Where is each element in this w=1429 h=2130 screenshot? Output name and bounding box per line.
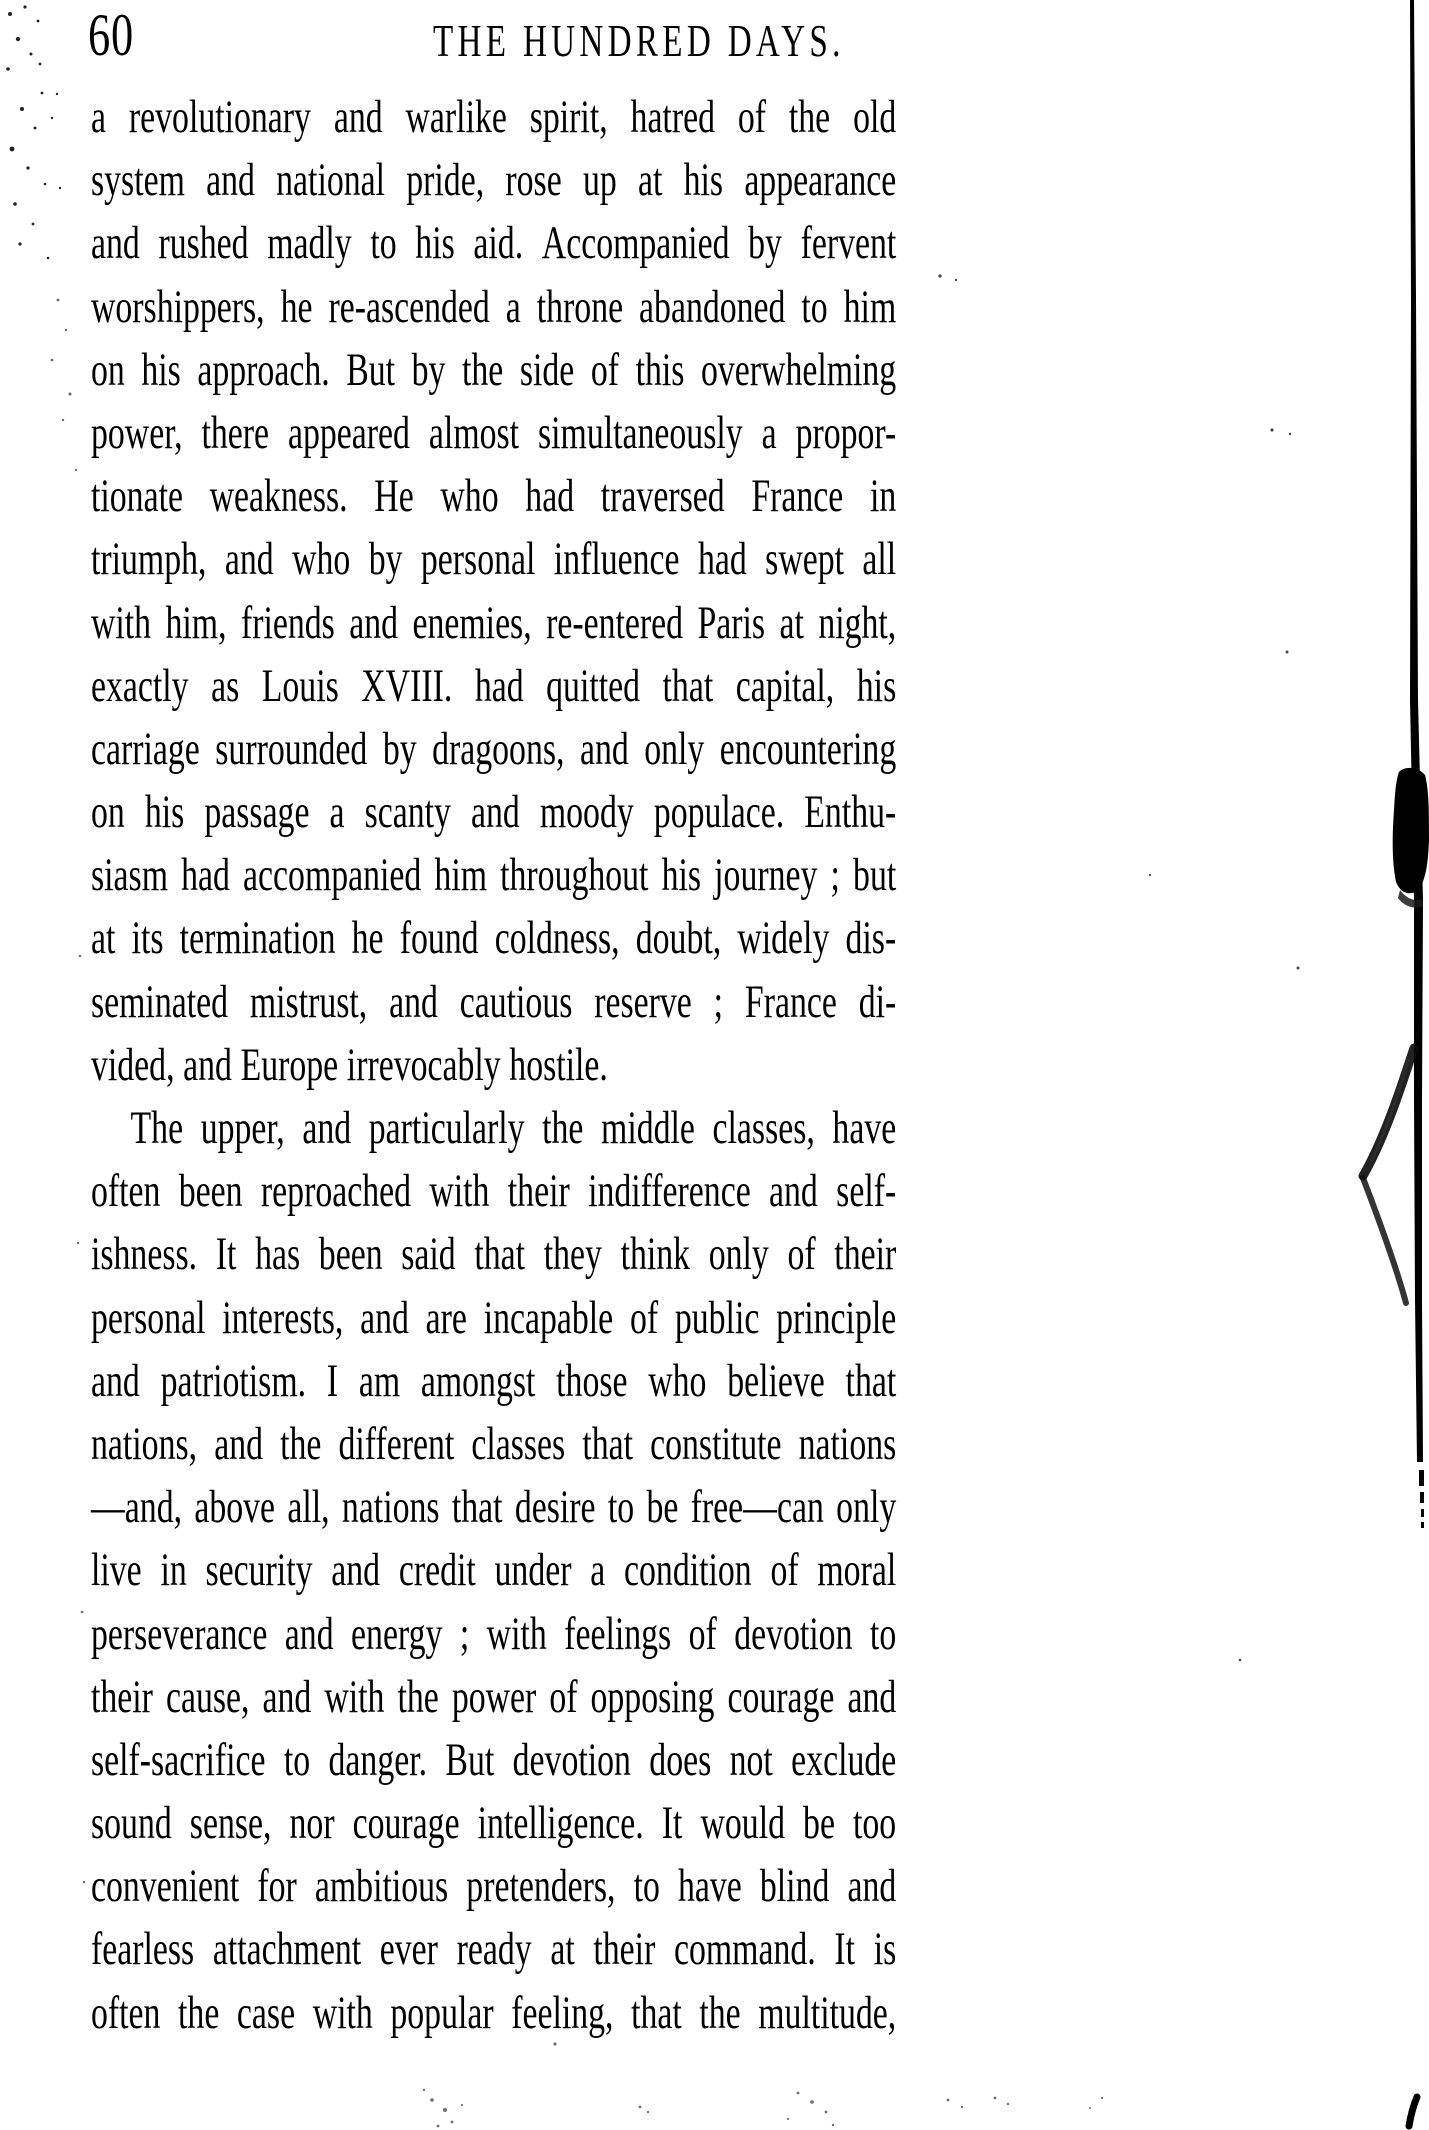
text-line: The upper, and particularly the middle classes, have [130,1102,897,1154]
text-line: siasm had accompanied him throughout his journey ; but [91,849,897,902]
text-line: live in security and credit under a condition of moral [91,1544,897,1597]
text-line: and patriotism. I am amongst those who believe that [91,1354,897,1407]
text-line: their cause, and with the power of opposing courage and [91,1670,897,1723]
text-line: convenient for ambitious pretenders, to have blind and [91,1860,897,1913]
smudge-streak [1363,1178,1406,1303]
speckles-bottom [423,2042,1103,2127]
binding-line-dash [1421,1522,1424,1528]
binding-line-dash [1420,1492,1424,1503]
ink-blob [1393,768,1429,893]
binding-line [1410,0,1423,1462]
text-line: nations, and the different classes that constitute nations [91,1417,897,1470]
text-line: tionate weakness. He who had traversed France in [91,470,897,523]
running-header: THE HUNDRED DAYS. [433,15,845,66]
text-line: seminated mistrust, and cautious reserve ; France di- [91,975,897,1028]
corner-mark [1409,2097,1417,2126]
smudge-streak [1363,1048,1414,1176]
text-line: and rushed madly to his aid. Accompanied by fervent [91,217,897,270]
speckles-top-left [6,5,61,259]
text-line: exactly as Louis XVIII. had quitted that capital, his [91,659,897,712]
text-line: on his approach. But by the side of this overwhelming [91,343,897,396]
text-line: often been reproached with their indifference and self- [91,1165,897,1218]
text-block [91,90,896,2049]
text-line: at its termination he found coldness, doubt, widely dis- [91,912,897,965]
text-line: ishness. It has been said that they think only of their [91,1228,897,1281]
binding-line-dash [1419,1470,1424,1486]
text-line: personal interests, and are incapable of public principle [91,1291,897,1344]
text-line: on his passage a scanty and moody populace. Enthu- [91,786,897,839]
text-line: power, there appeared almost simultaneously a propor- [91,406,897,459]
text-line: a revolutionary and warlike spirit, hatred of the old [91,91,897,143]
text-line: —and, above all, nations that desire to be free—can only [91,1481,897,1534]
text-line: perseverance and energy ; with feelings of devotion to [91,1607,897,1660]
binding-line-dash [1421,1509,1424,1517]
text-line: sound sense, nor courage intelligence. It would be too [91,1797,897,1850]
page-number: 60 [88,2,134,68]
speckles-left-margin [51,299,86,1884]
text-line: self-sacrifice to danger. But devotion does not exclude [91,1733,897,1786]
smudge-streak [1372,1060,1408,1160]
ink-blob-fringe [1398,890,1423,908]
text-line: with him, friends and enemies, re-entered Paris at night, [91,596,897,649]
text-line: triumph, and who by personal influence had swept all [91,533,897,586]
text-line: carriage surrounded by dragoons, and only encountering [91,722,897,775]
specks-right [938,274,1299,1661]
text-line: worshippers, he re-ascended a throne abandoned to him [91,280,897,333]
text-line: vided, and Europe irrevocably hostile. [91,1038,608,1091]
text-line: often the case with popular feeling, that the multitude, [91,1986,897,2039]
text-line: fearless attachment ever ready at their command. It is [91,1923,897,1976]
text-line: system and national pride, rose up at his appearance [91,154,897,207]
